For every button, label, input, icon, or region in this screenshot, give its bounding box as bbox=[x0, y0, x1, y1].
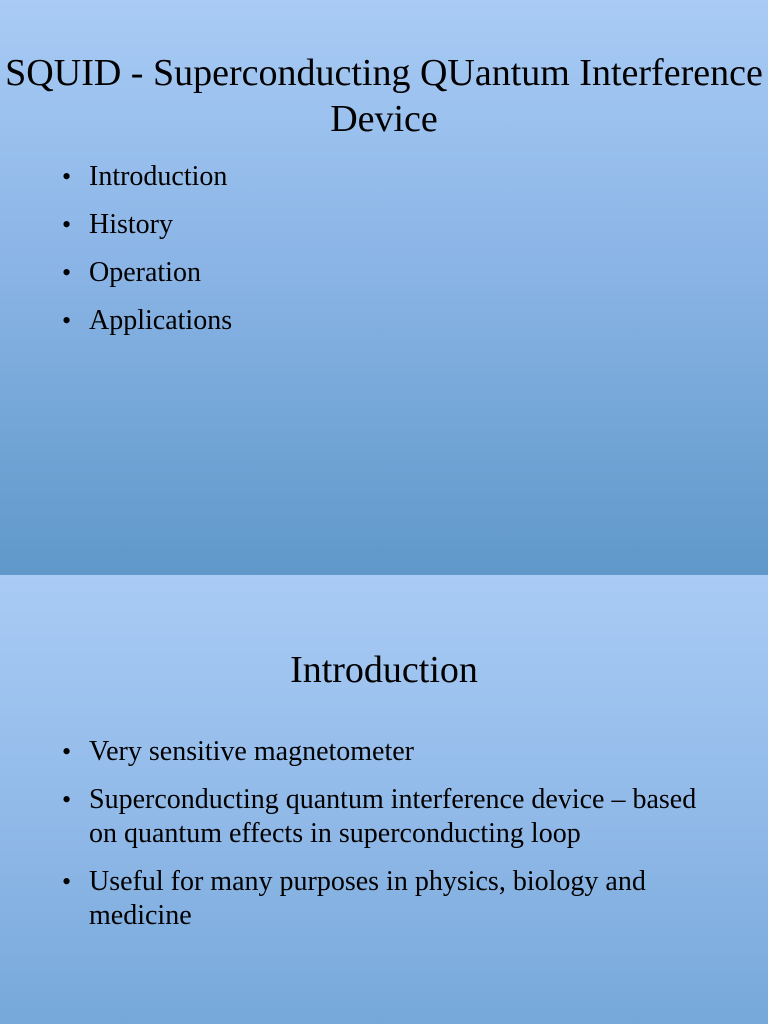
bullet-item bbox=[62, 735, 728, 769]
bullet-text: Applications bbox=[89, 305, 233, 336]
bullet-dot-icon: • bbox=[62, 210, 72, 239]
slide-2-bullet-list bbox=[62, 735, 728, 947]
slide-2 bbox=[0, 575, 768, 1024]
bullet-item bbox=[62, 160, 728, 194]
bullet-dot-icon: • bbox=[62, 162, 72, 191]
bullet-item bbox=[62, 783, 728, 851]
bullet-text: Introduction bbox=[89, 161, 228, 192]
bullet-dot-icon: • bbox=[62, 785, 72, 814]
bullet-item bbox=[62, 208, 728, 242]
bullet-text: Operation bbox=[89, 257, 201, 288]
bullet-text: Very sensitive magnetometer bbox=[89, 736, 415, 767]
bullet-dot-icon: • bbox=[62, 737, 72, 766]
bullet-dot-icon: • bbox=[62, 258, 72, 287]
slide-1-title: SQUID - Superconducting QUantum Interference Device bbox=[5, 52, 763, 140]
bullet-dot-icon: • bbox=[62, 306, 72, 335]
bullet-item bbox=[62, 865, 728, 933]
bullet-text: History bbox=[89, 209, 173, 240]
slide-2-title: Introduction bbox=[290, 649, 478, 691]
bullet-item bbox=[62, 304, 728, 338]
bullet-text: Useful for many purposes in physics, biology and medicine bbox=[89, 866, 646, 931]
bullet-text: Superconducting quantum interference device – based on quantum effects in superconducting loop bbox=[89, 784, 697, 849]
bullet-dot-icon: • bbox=[62, 867, 72, 896]
slide-1-bullet-list bbox=[62, 160, 728, 352]
bullet-item bbox=[62, 256, 728, 290]
